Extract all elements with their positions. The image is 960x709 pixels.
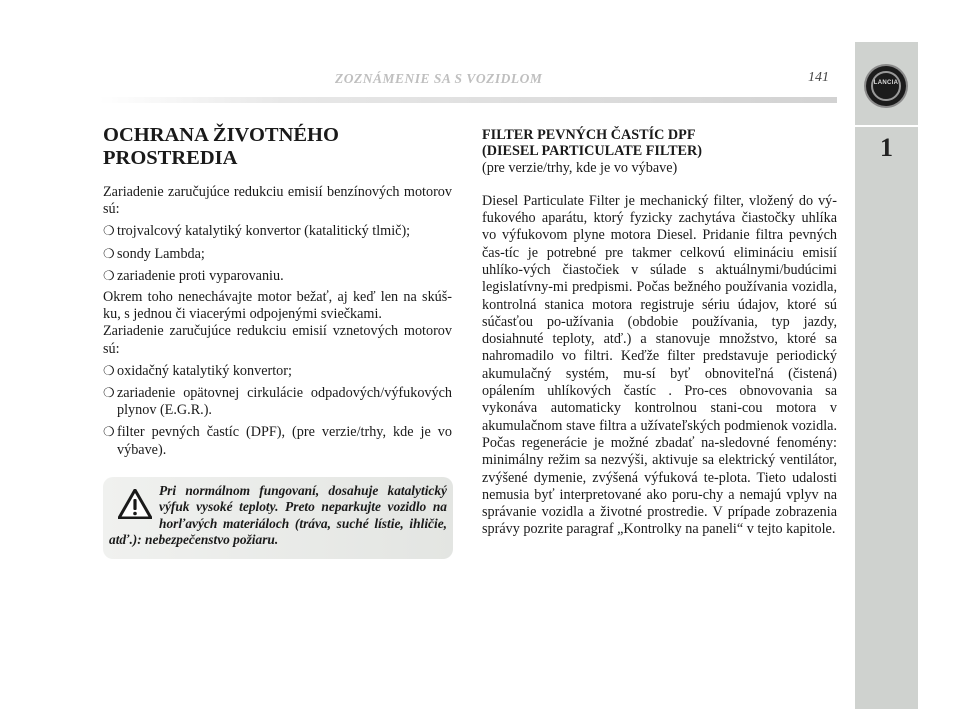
heading-line-2: PROSTREDIA xyxy=(103,147,238,169)
dpf-subheading: (pre verzie/trhy, kde je vo výbave) xyxy=(482,159,678,176)
dpf-heading-line-1: FILTER PEVNÝCH ČASTÍC DPF xyxy=(482,127,696,143)
list-item: ❍ oxidačný katalytiký konvertor; xyxy=(103,362,292,379)
chapter-tab-divider xyxy=(855,125,918,127)
dpf-body-text: Diesel Particulate Filter je mechanický filter, vložený do vý-fukového aparátu, ktorý fyzicky zachytáva čiastočky uhlíka vo výfukovom plyne motora Diesel. Pridanie filtra pevných čas-tíc je potrebné pre takmer celkovú elimináciu emisií uhlíko-vých čiastočiek v súlade s aktuálnymi/budúcimi legislatívny-mi predpismi. Počas bežného používania vozidla, kontrolná stanica motora registruje sériu údajov, ktoré sú súčasťou po-užívania (obdobie používania, typ jazdy, dosiahnuté teploty, atď.) a stanovuje množstvo, ktoré sa nahromadilo vo filtri. Keďže filter predstavuje periodický akumulačný systém, mu-sí byť obnovitеľná (čistená) opálením uhlíkových častíc . Pro-ces obnovovania sa vykonáva automaticky kontrolnou stani-cou motora v akumulačnom stave filtra a užívateľských podmienok vozidla. Počas regenerácie je možné zbadať na-sledovné fenomény: minimálny režim sa nezvýši, aktivuje sa elektrický ventilátor, zvýšené dymenie, zvýšená výfuková te-plota. Tieto udalosti nemusia byť interpretované ako poru-chy a nemajú vplyv na správanie vozidla a životné prostredie. V prípade zobrazenia správy pozrite paragraf „Kontrolky na paneli“ v tejto kapitole. xyxy=(482,192,837,538)
list-item: ❍ trojvalcový katalytiký konvertor (katalitický tlmič); xyxy=(103,223,411,240)
bullet-icon: ❍ xyxy=(103,362,115,378)
bullet-icon: ❍ xyxy=(103,223,115,239)
right-column xyxy=(482,127,837,539)
logo-text: LANCIA xyxy=(873,80,899,86)
bullet-icon: ❍ xyxy=(103,267,115,283)
warning-text: Pri normálnom fungovaní, dosahuje katalytický výfuk vysoké teploty. Preto neparkujte vozidlo na horľavých materiáloch (tráva, suché lístie, ihličie, atď.): nebezpečenstvo požiaru. xyxy=(109,483,447,548)
list-item: ❍ zariadenie proti vyparovaniu. xyxy=(103,267,284,284)
paragraph-spark-plugs: Okrem toho nenechávajte motor bežať, aj keď len na skúš-ku, s jednou či viacerými odpojenými sviečkami. xyxy=(103,289,452,323)
section-number: 1 xyxy=(880,133,893,162)
list-item: ❍ sondy Lambda; xyxy=(103,245,205,262)
intro-diesel: Zariadenie zaručujúce redukciu emisií vznetových motorov sú: xyxy=(103,323,452,357)
warning-box xyxy=(103,477,453,559)
running-header-title: ZOZNÁMENIE SA S VOZIDLOM xyxy=(335,71,543,86)
heading-line-1: OCHRANA ŽIVOTNÉHO xyxy=(103,124,339,146)
list-item: ❍ zariadenie opätovnej cirkulácie odpadových/výfukových plynov (E.G.R.). xyxy=(103,385,452,419)
bullet-icon: ❍ xyxy=(103,385,115,401)
bullet-icon: ❍ xyxy=(103,424,115,440)
bullet-icon: ❍ xyxy=(103,245,115,261)
header-divider xyxy=(99,97,837,103)
page-number: 141 xyxy=(808,70,829,85)
lancia-logo-icon xyxy=(866,66,906,106)
dpf-heading-line-2: (DIESEL PARTICULATE FILTER) xyxy=(482,143,702,160)
list-item: ❍ filter pevných častíc (DPF), (pre verzie/trhy, kde je vo výbave). xyxy=(103,424,452,458)
section-heading xyxy=(103,124,452,170)
intro-petrol: Zariadenie zaručujúce redukciu emisií benzínových motorov sú: xyxy=(103,184,452,218)
logo-ring xyxy=(871,71,901,101)
left-column xyxy=(103,124,452,459)
